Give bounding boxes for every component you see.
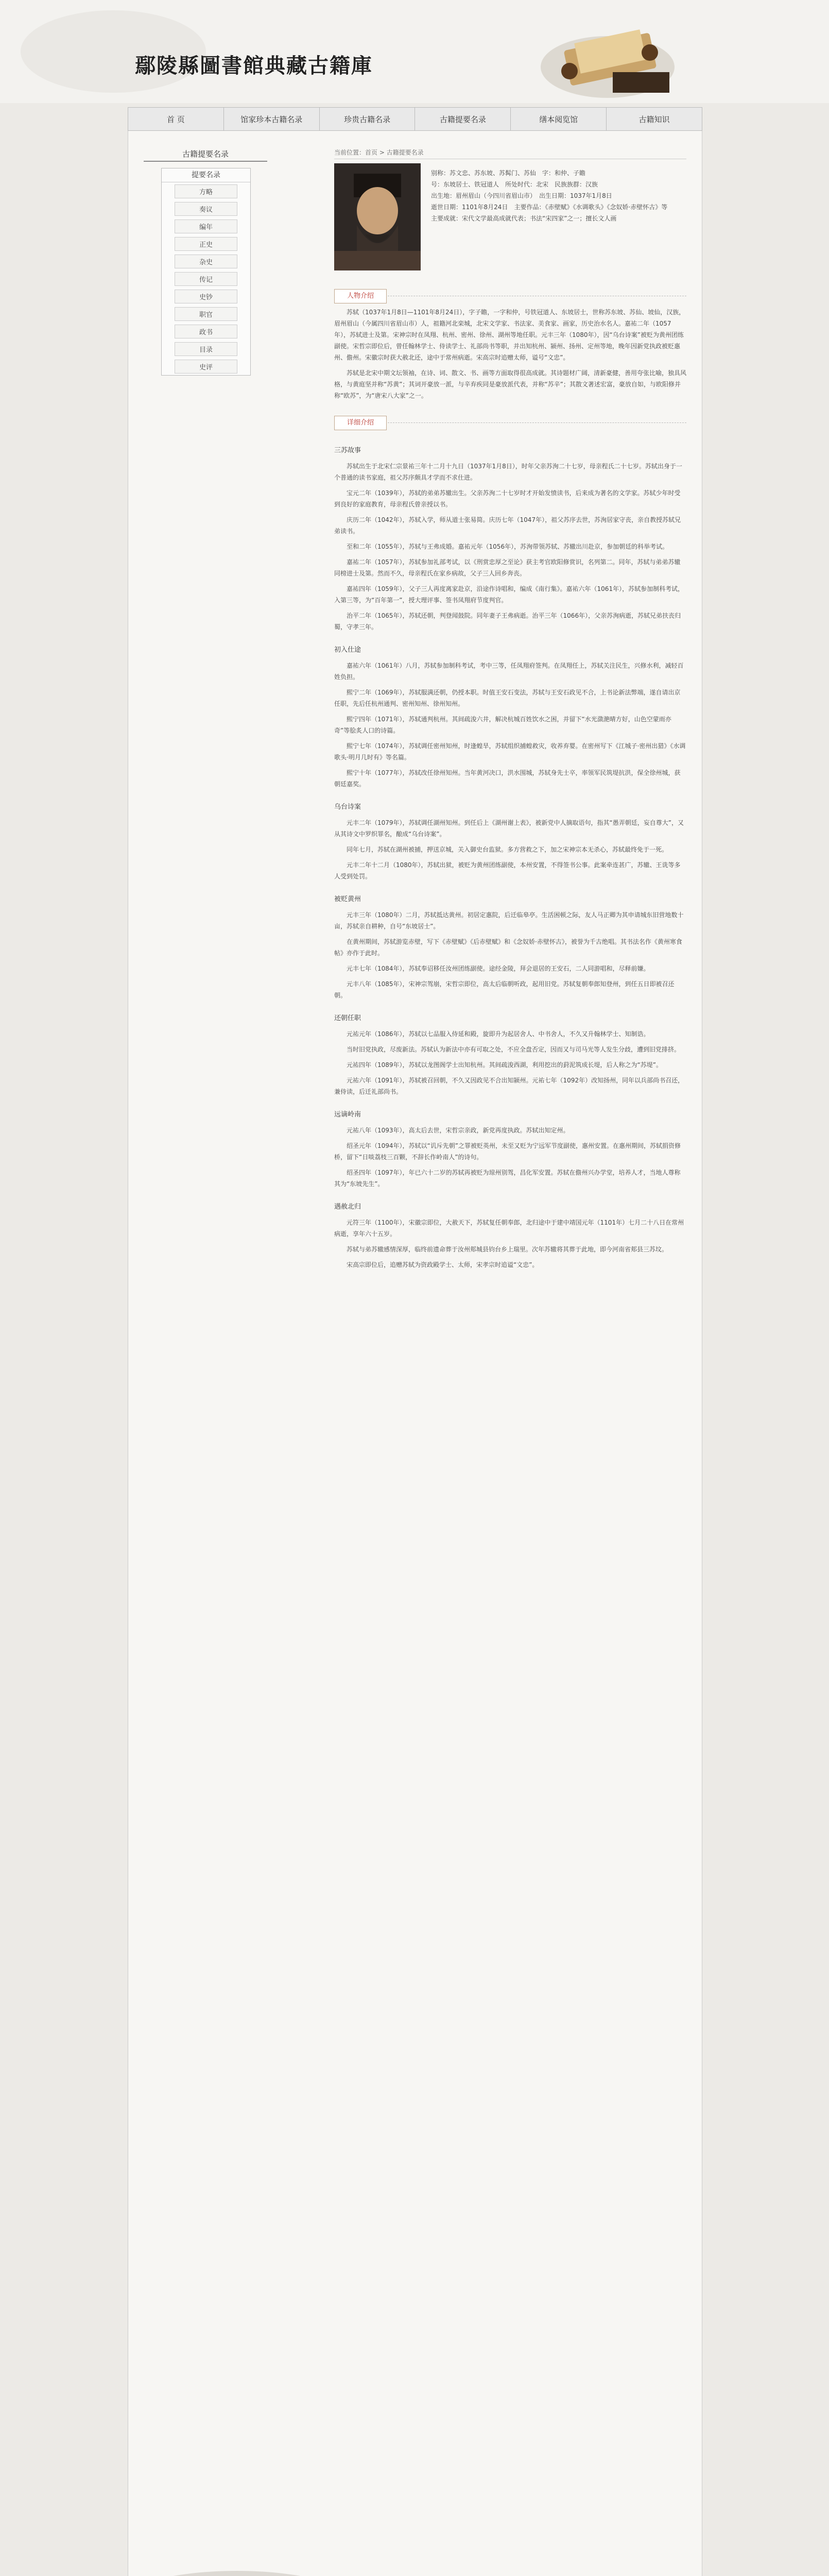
detail-paragraph: 元祐八年（1093年），高太后去世，宋哲宗亲政，新党再度执政。苏轼出知定州。 (347, 1127, 569, 1134)
sidebar-item-label: 方略 (175, 184, 237, 198)
detail-paragraph: 元丰二年（1079年），苏轼调任湖州知州。到任后上《湖州谢上表》，被新党中人摘取语句，指其“愚弄朝廷，妄自尊大”，又从其诗文中罗织罪名，酿成“乌台诗案”。 (334, 819, 684, 838)
profile-line: 逝世日期：1101年8月24日 主要作品：《赤壁赋》《水调歌头》《念奴娇·赤壁怀古》等 (431, 204, 668, 211)
sidebar-item-label: 奏议 (175, 202, 237, 216)
sidebar-item-label: 杂史 (175, 255, 237, 268)
portrait-image (334, 163, 421, 270)
profile-line: 别称：苏文忠、苏东坡、苏髯门、苏仙 字：和仲、子瞻 (431, 170, 586, 177)
sidebar-item[interactable] (162, 305, 250, 323)
scroll-book-illustration (536, 10, 680, 103)
intro-paragraph: 苏轼（1037年1月8日—1101年8月24日），字子瞻，一字和仲，号铁冠道人、东坡居士，世称苏东坡、苏仙、坡仙，汉族，眉州眉山（今属四川省眉山市）人，祖籍河北栾城，北宋文学家、书法家、美食家、画家，历史治水名人。嘉祐二年（1057年），苏轼进士及第。宋神宗时在凤翔、杭州、密州、徐州、湖州等地任职。元丰三年（1080年），因“乌台诗案”被贬为黄州团练副使。宋哲宗即位后，曾任翰林学士、侍读学士、礼部尚书等职，并出知杭州、颍州、扬州、定州等地，晚年因新党执政被贬惠州、儋州。宋徽宗时获大赦北还，途中于常州病逝。宋高宗时追赠太师，谥号“文忠”。 (334, 309, 685, 361)
nav-home[interactable]: 首 页 (128, 108, 224, 130)
sidebar-item[interactable] (162, 217, 250, 235)
profile-line: 主要成就：宋代文学最高成就代表；书法“宋四家”之一；擅长文人画 (431, 215, 617, 222)
sidebar-item[interactable] (162, 358, 250, 375)
category-box (161, 168, 251, 376)
nav-reading-room[interactable]: 缮本阅览馆 (511, 108, 607, 130)
detail-paragraph: 元祐四年（1089年），苏轼以龙图阁学士出知杭州。其间疏浚西湖，利用挖出的葑泥筑成长堤，后人称之为“苏堤”。 (347, 1061, 662, 1069)
detail-paragraph: 熙宁七年（1074年），苏轼调任密州知州，时逢蝗旱，苏轼组织捕蝗救灾，收养弃婴。在密州写下《江城子·密州出猎》《水调歌头·明月几时有》等名篇。 (334, 742, 686, 761)
sidebar-item[interactable] (162, 182, 250, 200)
detail-paragraph: 熙宁四年（1071年），苏轼通判杭州。其间疏浚六井，解决杭城百姓饮水之困，并留下“水光潋滟晴方好，山色空蒙雨亦奇”等脍炙人口的诗篇。 (334, 716, 671, 734)
main-nav (128, 107, 702, 131)
sidebar (144, 148, 267, 376)
section-label: 详细介绍 (334, 416, 387, 430)
detail-paragraph: 元祐六年（1091年），苏轼被召回朝，不久又因政见不合出知颍州。元祐七年（1092年）改知扬州，同年以兵部尚书召还，兼侍读，后迁礼部尚书。 (334, 1077, 684, 1095)
detail-paragraph: 嘉祐二年（1057年），苏轼参加礼部考试，以《刑赏忠厚之至论》获主考官欧阳修赏识，名列第二。同年，苏轼与弟弟苏辙同榜进士及第。然而不久，母亲程氏在家乡病故，父子三人回乡奔丧。 (334, 558, 681, 577)
detail-paragraph: 当时旧党执政，尽废新法。苏轼认为新法中亦有可取之处，不应全盘否定，因而又与司马光等人发生分歧，遭到旧党排挤。 (347, 1046, 681, 1053)
section-label: 人物介绍 (334, 289, 387, 303)
sidebar-item-label: 政书 (175, 325, 237, 338)
nav-precious-books[interactable]: 珍贵古籍名录 (320, 108, 416, 130)
detail-paragraph: 苏轼出生于北宋仁宗景祐三年十二月十九日（1037年1月8日），时年父亲苏洵二十七岁，母亲程氏二十七岁。苏轼出身于一个普通的读书家庭，祖父苏序颇具才学而不求仕进。 (334, 463, 682, 481)
category-box-title: 提要名录 (162, 168, 250, 182)
detail-paragraph: 元丰三年（1080年）二月，苏轼抵达黄州。初居定惠院，后迁临皋亭。生活困顿之际，友人马正卿为其申请城东旧营地数十亩，苏轼亲自耕种，自号“东坡居士”。 (334, 911, 684, 930)
sidebar-item-label: 职官 (175, 307, 237, 321)
detail-subheading: 还朝任职 (334, 1014, 361, 1022)
sidebar-item-label: 目录 (175, 342, 237, 356)
ink-scroll-decoration (0, 2555, 829, 2576)
detail-paragraph: 元祐元年（1086年），苏轼以七品服入侍延和殿，旋即升为起居舍人、中书舍人，不久又升翰林学士、知制诰。 (347, 1030, 650, 1038)
nav-knowledge[interactable]: 古籍知识 (638, 114, 670, 124)
sidebar-item[interactable] (162, 340, 250, 358)
sidebar-item[interactable] (162, 323, 250, 340)
detail-paragraph: 治平二年（1065年），苏轼还朝，判登闻鼓院。同年妻子王弗病逝。治平三年（1066年），父亲苏洵病逝，苏轼兄弟扶丧归蜀，守孝三年。 (334, 612, 681, 631)
detail-paragraph: 在黄州期间，苏轼游览赤壁，写下《赤壁赋》《后赤壁赋》和《念奴娇·赤壁怀古》，被誉为千古绝唱。其书法名作《黄州寒食帖》亦作于此时。 (334, 938, 682, 957)
sidebar-item-label: 传记 (175, 272, 237, 286)
main-content (334, 146, 686, 1275)
detail-paragraph: 宝元二年（1039年），苏轼的弟弟苏辙出生。父亲苏洵二十七岁时才开始发愤读书，后来成为著名的文学家。苏轼少年时受到良好的家庭教育，母亲程氏曾亲授以书。 (334, 489, 681, 508)
section-header-detail (334, 413, 686, 433)
sidebar-item[interactable] (162, 235, 250, 252)
sidebar-item-label: 编年 (175, 219, 237, 233)
sidebar-title: 古籍提要名录 (144, 148, 267, 162)
intro-text (334, 307, 686, 401)
site-title: 鄢陵縣圖書館典藏古籍庫 (135, 54, 373, 78)
detail-paragraph: 熙宁二年（1069年），苏轼服满还朝，仍授本职。时值王安石变法，苏轼与王安石政见不合，上书论新法弊端，遂自请出京任职，先后任杭州通判、密州知州、徐州知州。 (334, 689, 681, 707)
sidebar-item[interactable] (162, 200, 250, 217)
detail-paragraph: 至和二年（1055年），苏轼与王弗成婚。嘉祐元年（1056年），苏洵带领苏轼、苏辙出川赴京，参加朝廷的科举考试。 (347, 543, 669, 550)
section-header-intro (334, 286, 686, 307)
profile-line: 号：东坡居士、铁冠道人 所处时代：北宋 民族族群：汉族 (431, 181, 598, 188)
detail-paragraph: 绍圣四年（1097年），年已六十二岁的苏轼再被贬为琼州别驾，昌化军安置。苏轼在儋州兴办学堂，培养人才，当地人尊称其为“东坡先生”。 (334, 1169, 681, 1188)
sidebar-item-label: 正史 (175, 237, 237, 251)
detail-subheading: 远谪岭南 (334, 1111, 361, 1118)
detail-text (334, 445, 686, 1270)
sidebar-item-label: 史评 (175, 360, 237, 374)
detail-subheading: 被贬黄州 (334, 895, 361, 903)
detail-paragraph: 元丰八年（1085年），宋神宗驾崩，宋哲宗即位，高太后临朝听政，起用旧党。苏轼复朝奉郎知登州，到任五日即被召还朝。 (334, 980, 675, 999)
content-container (128, 131, 702, 2576)
profile-line: 出生地：眉州眉山（今四川省眉山市） 出生日期：1037年1月8日 (431, 192, 612, 199)
detail-subheading: 遇赦北归 (334, 1203, 361, 1211)
detail-paragraph: 元符三年（1100年），宋徽宗即位，大赦天下，苏轼复任朝奉郎，北归途中于建中靖国元年（1101年）七月二十八日在常州病逝，享年六十五岁。 (334, 1219, 684, 1238)
detail-paragraph: 同年七月，苏轼在湖州被捕，押送京城，关入御史台监狱。多方营救之下，加之宋神宗本无杀心，苏轼最终免于一死。 (347, 846, 668, 853)
profile-card (334, 163, 686, 280)
profile-info (431, 167, 686, 224)
detail-paragraph: 元丰二年十二月（1080年），苏轼出狱，被贬为黄州团练副使，本州安置，不得签书公事。此案牵连甚广，苏辙、王诜等多人受到处罚。 (334, 861, 681, 880)
sidebar-item[interactable] (162, 287, 250, 305)
detail-subheading: 三苏故事 (334, 447, 361, 454)
sidebar-item[interactable] (162, 270, 250, 287)
nav-abstracts[interactable]: 古籍提要名录 (415, 108, 511, 130)
detail-paragraph: 宋高宗即位后，追赠苏轼为资政殿学士、太师，宋孝宗时追谥“文忠”。 (347, 1261, 539, 1268)
detail-paragraph: 绍圣元年（1094年），苏轼以“讥斥先朝”之罪被贬英州，未至又贬为宁远军节度副使，惠州安置。在惠州期间，苏轼捐资修桥，留下“日啖荔枝三百颗，不辞长作岭南人”的诗句。 (334, 1142, 681, 1161)
detail-paragraph: 嘉祐六年（1061年）八月，苏轼参加制科考试，考中三等，任凤翔府签判。在凤翔任上，苏轼关注民生，兴修水利，减轻百姓负担。 (334, 662, 684, 681)
intro-paragraph: 苏轼是北宋中期文坛领袖，在诗、词、散文、书、画等方面取得很高成就。其诗题材广阔，清新豪健，善用夸张比喻，独具风格，与黄庭坚并称“苏黄”；其词开豪放一派，与辛弃疾同是豪放派代表，并称“苏辛”；其散文著述宏富，豪放自如，与欧阳修并称“欧苏”，为“唐宋八大家”之一。 (334, 369, 687, 399)
breadcrumb: 当前位置：首页 > 古籍提要名录 (334, 146, 686, 159)
detail-paragraph: 苏轼与弟苏辙感情深厚，临终前遗命葬于汝州郏城县钧台乡上瑞里。次年苏辙将其葬于此地，即今河南省郏县三苏坟。 (347, 1246, 668, 1253)
sidebar-item[interactable] (162, 252, 250, 270)
detail-paragraph: 熙宁十年（1077年），苏轼改任徐州知州。当年黄河决口，洪水围城，苏轼身先士卒，率领军民筑堤抗洪，保全徐州城，获朝廷嘉奖。 (334, 769, 681, 788)
detail-paragraph: 嘉祐四年（1059年），父子三人再度离家赴京，沿途作诗唱和，编成《南行集》。嘉祐六年（1061年），苏轼参加制科考试，入第三等，为“百年第一”，授大理评事、签书凤翔府节度判官。 (334, 585, 684, 604)
detail-paragraph: 元丰七年（1084年），苏轼奉诏移任汝州团练副使。途经金陵，拜会退居的王安石，二人同游唱和，尽释前嫌。 (347, 965, 650, 972)
sidebar-item-label: 史钞 (175, 290, 237, 303)
detail-subheading: 乌台诗案 (334, 803, 361, 811)
detail-subheading: 初入仕途 (334, 646, 361, 654)
nav-rare-books[interactable]: 馆家珍本古籍名录 (224, 108, 320, 130)
detail-paragraph: 庆历二年（1042年），苏轼入学，师从道士张易简。庆历七年（1047年），祖父苏序去世，苏洵居家守丧，亲自教授苏轼兄弟读书。 (334, 516, 681, 535)
site-header (0, 0, 829, 103)
